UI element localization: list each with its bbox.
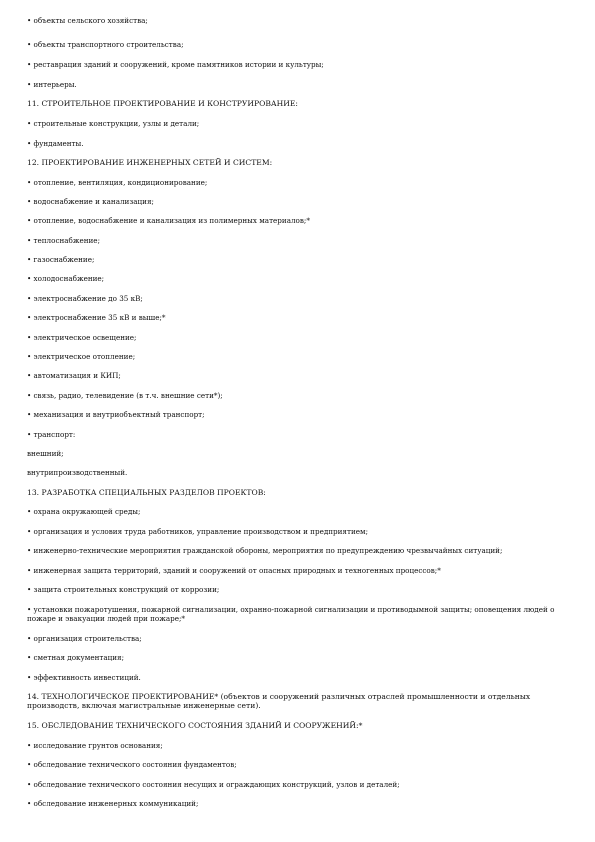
list-item: • электроснабжение 35 кВ и выше;* [27, 313, 166, 322]
list-item: • фундаменты. [27, 139, 84, 148]
list-item: • отопление, вентиляция, кондиционирование; [27, 178, 208, 187]
list-item: • строительные конструкции, узлы и детали; [27, 119, 200, 128]
list-item: • обследование технического состояния несущих и ограждающих конструкций, узлов и деталей; [27, 780, 400, 789]
section-heading: 14. ТЕХНОЛОГИЧЕСКОЕ ПРОЕКТИРОВАНИЕ* (объектов и сооружений различных отраслей промышленности и отдельных производств, включая магистральные инженерные сети). [27, 692, 531, 710]
list-item: • электрическое освещение; [27, 333, 137, 342]
list-item: • газоснабжение; [27, 255, 95, 264]
list-item: • автоматизация и КИП; [27, 371, 121, 380]
list-item: • холодоснабжение; [27, 274, 105, 283]
list-item: • электроснабжение до 35 кВ; [27, 294, 143, 303]
list-item: внешний; [27, 449, 64, 458]
list-item: • охрана окружающей среды; [27, 507, 141, 516]
list-item: • транспорт: [27, 430, 76, 439]
list-item: • сметная документация; [27, 653, 125, 662]
list-item: • связь, радио, телевидение (в т.ч. внешние сети*); [27, 391, 223, 400]
list-item: • электрическое отопление; [27, 352, 136, 361]
list-item: • эффективность инвестиций. [27, 673, 141, 682]
list-item: • реставрация зданий и сооружений, кроме памятников истории и культуры; [27, 60, 324, 69]
list-item: • защита строительных конструкций от коррозии; [27, 585, 220, 594]
list-item: • организация и условия труда работников, управление производством и предприятием; [27, 527, 368, 536]
list-item: • водоснабжение и канализация; [27, 197, 154, 206]
list-item: • инженерно-технические мероприятия гражданской обороны, мероприятия по предупреждению чрезвычайных ситуаций; [27, 546, 503, 555]
list-item: • инженерная защита территорий, зданий и сооружений от опасных природных и техногенных процессов;* [27, 566, 441, 575]
list-item: • объекты транспортного строительства; [27, 40, 184, 49]
list-item: • интерьеры. [27, 80, 77, 89]
list-item: • организация строительства; [27, 634, 142, 643]
list-item: • установки пожаротушения, пожарной сигнализации, охранно-пожарной сигнализации и противодымной защиты; оповещения людей о пожаре и эвакуации людей при пожаре;* [27, 605, 555, 623]
section-heading: 12. ПРОЕКТИРОВАНИЕ ИНЖЕНЕРНЫХ СЕТЕЙ И СИСТЕМ: [27, 158, 273, 167]
list-item: • объекты сельского хозяйства; [27, 16, 148, 25]
list-item: • отопление, водоснабжение и канализация из полимерных материалов;* [27, 216, 310, 225]
list-item: • исследование грунтов основания; [27, 741, 163, 750]
list-item: • обследование технического состояния фундаментов; [27, 760, 237, 769]
list-item: • обследование инженерных коммуникаций; [27, 799, 199, 808]
section-heading: 13. РАЗРАБОТКА СПЕЦИАЛЬНЫХ РАЗДЕЛОВ ПРОЕКТОВ: [27, 488, 266, 497]
list-item: внутрипроизводственный. [27, 468, 128, 477]
section-heading: 11. СТРОИТЕЛЬНОЕ ПРОЕКТИРОВАНИЕ И КОНСТРУИРОВАНИЕ: [27, 99, 298, 108]
list-item: • теплоснабжение; [27, 236, 100, 245]
list-item: • механизация и внутриобъектный транспорт; [27, 410, 205, 419]
section-heading: 15. ОБСЛЕДОВАНИЕ ТЕХНИЧЕСКОГО СОСТОЯНИЯ ЗДАНИЙ И СООРУЖЕНИЙ:* [27, 721, 363, 730]
